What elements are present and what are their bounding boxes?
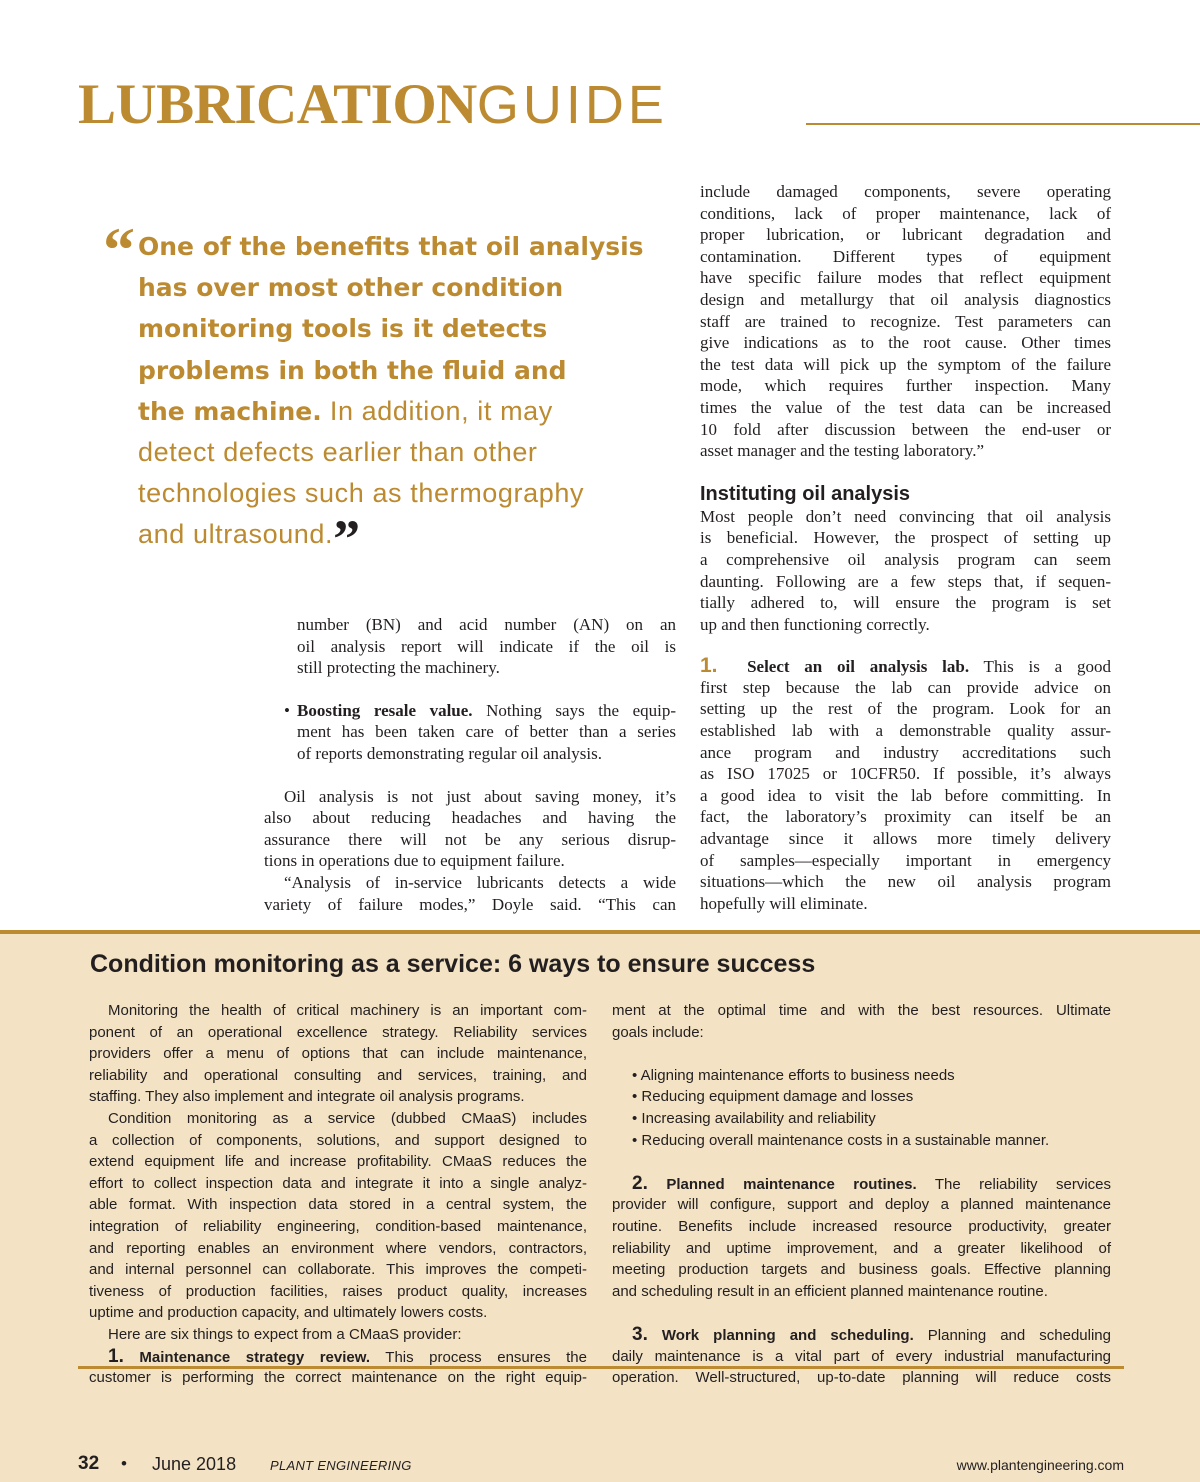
paragraph [700,506,1111,636]
step-number: 1. [700,654,718,678]
text-line: providers offer a menu of options that can include maintenance, [89,1045,587,1063]
step-bold: Planned maintenance routines. [666,1175,917,1193]
text-line: provider will configure, support and deploy a planned maintenance [612,1196,1111,1214]
pq-line: One of the benefits that oil analysis [138,232,644,261]
step-bold: Work planning and scheduling. [661,1326,914,1344]
left-column [264,614,676,915]
bullet-item: • Aligning maintenance efforts to business needs [632,1066,955,1084]
continued-paragraph [264,614,676,679]
text-line: is beneficial. However, the prospect of setting up [700,528,1111,548]
text-line: a good idea to visit the lab before committing. In [700,785,1111,805]
text-line: proper lubrication, or lubricant degradation and [700,225,1111,245]
bullet-bold: Boosting resale value. [297,700,473,720]
text-line: fact, the laboratory’s proximity can itself be an [700,807,1111,827]
text-line: first step because the lab can provide advice on [700,677,1111,697]
bullet-item: • Increasing availability and reliability [632,1109,876,1127]
text-line: Oil analysis is not just about saving money, it’s [284,786,676,806]
text-line: hopefully will eliminate. [700,893,868,913]
text-line: 10 fold after discussion between the end-user or [700,419,1111,439]
text-line [700,655,1111,677]
text-line: daily maintenance is a vital part of every industrial manufacturing [612,1347,1111,1365]
text-line: the test data will pick up the symptom of the failure [700,354,1111,374]
pq-line [103,391,663,432]
text-line: ance program and industry accreditations such [700,742,1111,762]
pull-quote [103,214,663,570]
page-number: 32 [78,1453,100,1474]
text-line: and internal personnel can collaborate. This improves the competi- [89,1261,587,1279]
close-quote-mark: ” [333,509,361,570]
text-line: assurance there will not be any serious disrup- [264,829,676,849]
pq-mixed-light: In addition, it may [321,395,553,426]
text-line [89,1346,587,1368]
text-line: a collection of components, solutions, and support designed to [89,1131,587,1149]
text-line: reliability and operational consulting and services, training, and [89,1066,587,1084]
text-line [612,1173,1111,1195]
sidebar-right-column [612,1000,1111,1389]
sidebar-left-column [89,1000,587,1389]
header-rule [806,123,1200,125]
text-line: situations—which the new oil analysis program [700,872,1111,892]
pq-line: has over most other condition [138,273,564,303]
step-number: 3. [632,1323,648,1345]
text-line: routine. Benefits include increased resource productivity, greater [612,1217,1111,1235]
text-line: include damaged components, severe operating [700,182,1111,201]
quote-continuation [700,181,1111,462]
section-header [78,72,668,142]
header-guide: GUIDE [476,75,668,135]
text-line: oil analysis report will indicate if the oil is [297,636,676,656]
sidebar-title: Condition monitoring as a service: 6 ways to ensure success [90,950,816,978]
text-line: tions in operations due to equipment failure. [264,851,565,871]
open-quote-mark: “ [103,214,135,285]
step-rest: This process ensures the [370,1348,587,1366]
text-line: goals include: [612,1023,704,1041]
footer-bullet: • [121,1454,127,1473]
text-line: operation. Well-structured, up-to-date planning will reduce costs [612,1369,1111,1387]
step-bold: Select an oil analysis lab. [747,657,970,677]
text-line: setting up the rest of the program. Look for an [700,699,1111,719]
pq-line: detect defects earlier than other [138,437,538,468]
paragraph [264,786,676,916]
text-line: extend equipment life and increase profitability. CMaaS reduces the [89,1153,587,1171]
text-line: a comprehensive oil analysis program can seem [700,549,1111,569]
bullet-rest: Nothing says the equip- [472,700,677,720]
text-line: conditions, lack of proper maintenance, lack of [700,203,1111,223]
sidebar-bottom-rule [78,1366,1124,1369]
text-line: tiveness of production facilities, raises product quality, increases [89,1282,587,1300]
text-line: established lab with a demonstrable quality assur- [700,721,1111,741]
text-line: Here are six things to expect from a CMaaS provider: [108,1325,462,1343]
text-line: ponent of an operational excellence strategy. Reliability services [89,1023,587,1041]
text-line: have specific failure modes that reflect equipment [700,268,1111,288]
text-line: and scheduling result in an efficient planned maintenance routine. [612,1282,1048,1300]
text-line: reliability and uptime improvement, and a greater likelihood of [612,1239,1111,1257]
text-line: able format. With inspection data stored in a central system, the [89,1196,587,1214]
text-line: integration of reliability engineering, condition-based maintenance, [89,1217,587,1235]
step-1 [700,655,1111,914]
text-line: customer is performing the correct maintenance on the right equip- [89,1369,587,1387]
text-line: contamination. Different types of equipment [700,246,1111,266]
text-line: and reporting enables an environment where vendors, contractors, [89,1239,587,1257]
pq-last: and ultrasound. [138,519,334,550]
text-line [612,1324,1111,1346]
text-line: design and metallurgy that oil analysis diagnostics [700,289,1111,309]
sidebar-box [0,930,1200,1482]
step-rest: This is a good [969,657,1111,677]
text-line: mode, which requires further inspection. Many [700,376,1111,396]
text-line: “Analysis of in-service lubricants detects a wide [284,872,676,892]
bullet-item: • Reducing equipment damage and losses [632,1088,914,1106]
step-rest: Planning and scheduling [913,1326,1111,1344]
text-line: Monitoring the health of critical machinery is an important com- [108,1002,587,1019]
text-line: meeting production targets and business goals. Effective planning [612,1261,1111,1279]
bullet-item: • Reducing overall maintenance costs in a sustainable manner. [632,1131,1050,1149]
website-url: www.plantengineering.com [956,1457,1124,1473]
text-line: daunting. Following are a few steps that, if sequen- [700,571,1111,591]
publication-name: PLANT ENGINEERING [270,1458,412,1473]
text-line: variety of failure modes,” Doyle said. “This can [264,894,676,914]
right-column [700,181,1111,914]
header-lubrication: LUBRICATION [78,73,477,136]
pq-mixed-bold: the machine. [138,396,322,426]
pq-line: problems in both the fluid and [138,355,567,385]
text-line [297,700,676,722]
subhead-instituting: Instituting oil analysis [700,482,911,505]
text-line: Condition monitoring as a service (dubbed CMaaS) includes [108,1109,587,1127]
text-line: up and then functioning correctly. [700,614,930,634]
bullet-mark: • [284,700,290,720]
text-line: give indications as to the root cause. Other times [700,333,1111,353]
text-line: number (BN) and acid number (AN) on an [297,615,676,634]
text-line: effort to collect inspection data and integrate it into a single analyz- [89,1174,587,1192]
bullet-item [264,700,676,765]
text-line: also about reducing headaches and having the [264,808,676,828]
text-line: asset manager and the testing laboratory.” [700,441,985,461]
text-line: of samples—especially important in emergency [700,850,1111,870]
sidebar-top-rule [0,930,1200,934]
text-line: advantage since it allows more timely delivery [700,829,1111,849]
text-line: staffing. They also implement and integrate oil analysis programs. [89,1088,525,1106]
text-line: Most people don’t need convincing that oil analysis [700,506,1111,526]
pq-line: monitoring tools is it detects [138,314,548,344]
text-line: ment at the optimal time and with the best resources. Ultimate [612,1002,1111,1019]
text-line: staff are trained to recognize. Test parameters can [700,311,1111,331]
text-line: tially adhered to, will ensure the program is set [700,593,1111,613]
text-line: of reports demonstrating regular oil analysis. [297,743,602,763]
text-line: times the value of the test data can be increased [700,397,1111,417]
step-bold: Maintenance strategy review. [139,1348,371,1366]
text-line: still protecting the machinery. [297,658,500,678]
text-line: as ISO 17025 or 10CFR50. If possible, it’s always [700,764,1111,784]
text-line: uptime and production capacity, and ultimately lowers costs. [89,1304,488,1322]
pq-line [103,509,663,570]
step-number: 1. [108,1345,124,1367]
text-line: ment has been taken care of better than a series [297,722,676,742]
pq-line: technologies such as thermography [138,478,585,509]
step-rest: The reliability services [916,1175,1111,1193]
issue-date: June 2018 [152,1454,237,1474]
step-number: 2. [632,1172,648,1194]
